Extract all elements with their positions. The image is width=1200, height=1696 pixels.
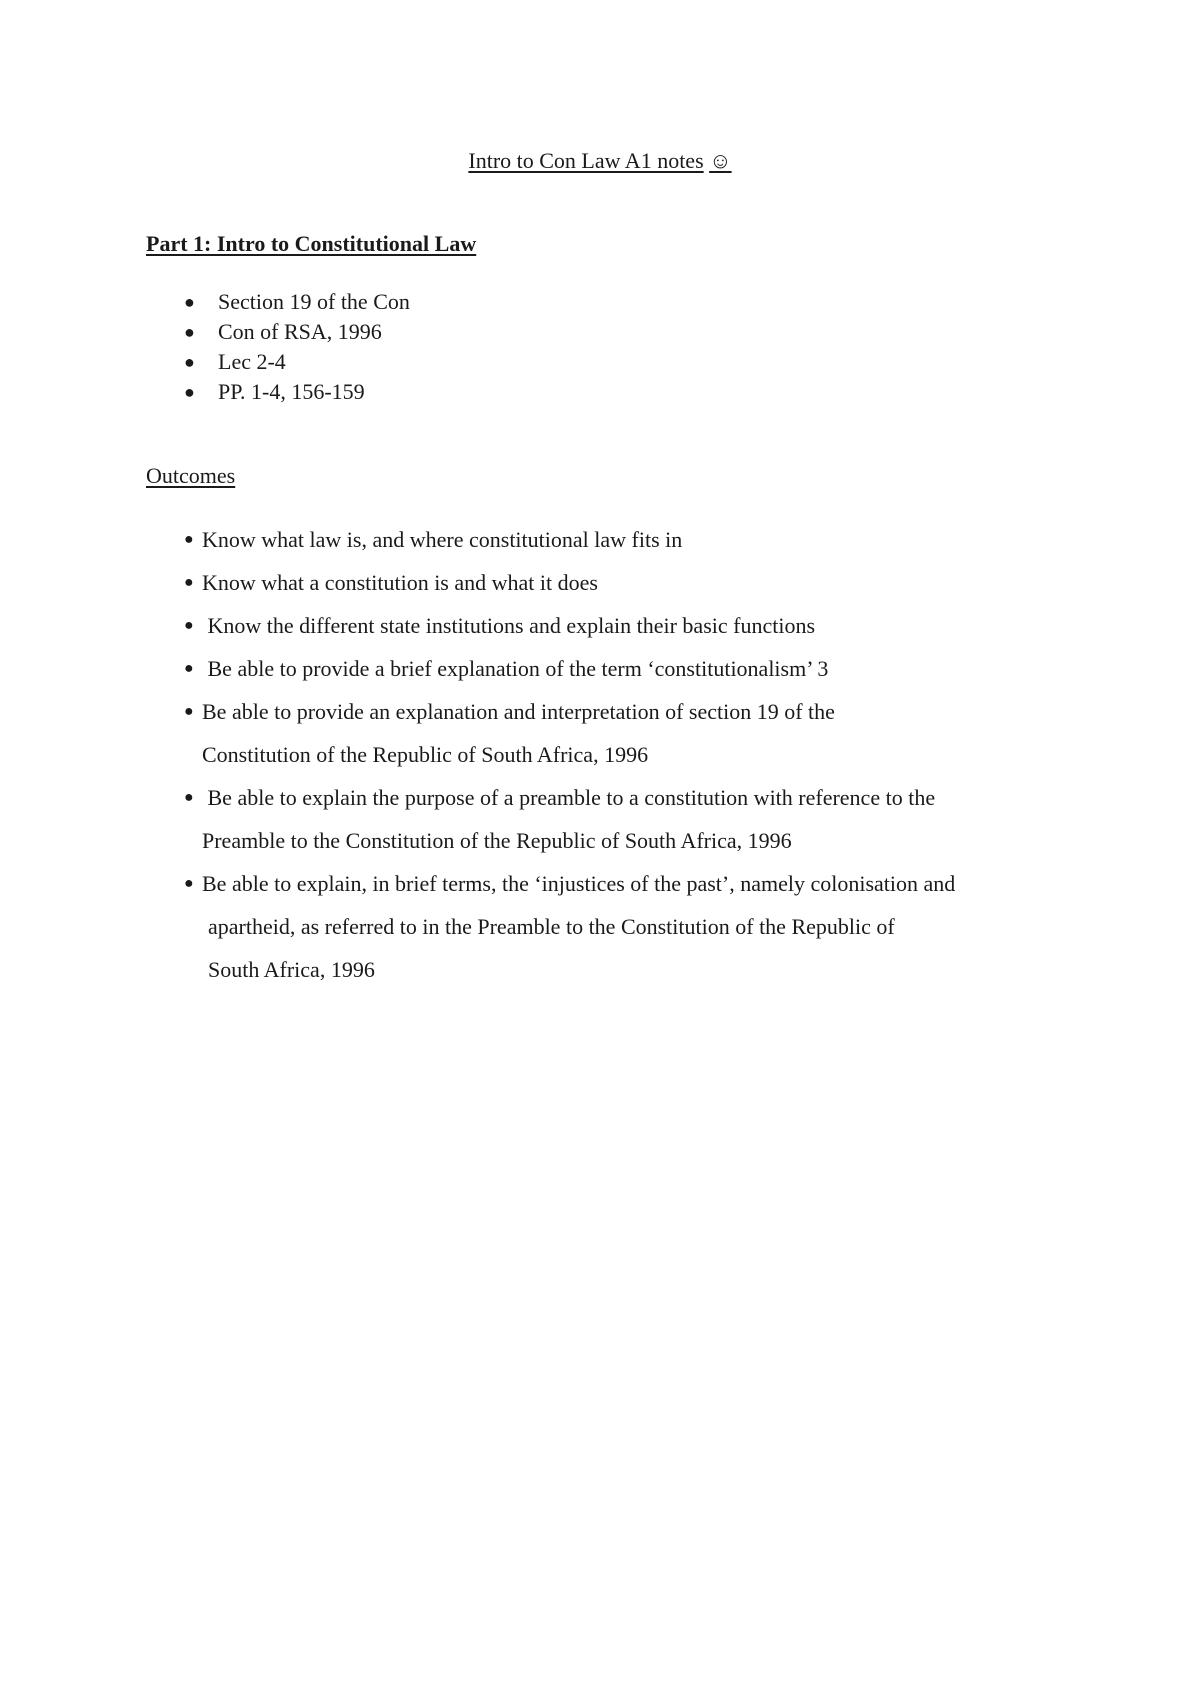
bullet-icon: ●	[184, 322, 195, 342]
outcome-item	[146, 647, 1066, 690]
outcomes-heading: Outcomes	[146, 463, 236, 488]
bullet-icon: ●	[184, 617, 194, 634]
bullet-icon: ●	[184, 352, 195, 372]
outcomes-list	[146, 518, 1066, 991]
bullet-icon: ●	[184, 875, 194, 892]
reference-list	[146, 287, 410, 407]
outcome-text: Be able to provide an explanation and interpretation of section 19 of the	[202, 699, 835, 724]
outcome-text-continued: Preamble to the Constitution of the Republic of South Africa, 1996	[202, 828, 792, 853]
bullet-icon: ●	[184, 382, 195, 402]
outcome-text: Know what law is, and where constitutional law fits in	[202, 527, 683, 552]
outcome-item	[146, 518, 1066, 561]
reference-text: Lec 2-4	[218, 349, 286, 374]
list-item	[146, 377, 410, 407]
outcome-text-continued: apartheid, as referred to in the Preamble to the Constitution of the Republic of	[208, 914, 895, 939]
outcome-item	[146, 561, 1066, 604]
outcome-item	[146, 862, 1066, 991]
list-item	[146, 347, 410, 377]
outcome-item	[146, 690, 1066, 776]
list-item	[146, 317, 410, 347]
document-title	[0, 146, 1200, 176]
reference-text: Section 19 of the Con	[218, 289, 410, 314]
bullet-icon: ●	[184, 660, 194, 677]
bullet-icon: ●	[184, 531, 194, 548]
bullet-icon: ●	[184, 703, 194, 720]
outcome-text-continued: South Africa, 1996	[208, 957, 375, 982]
document-title-text: Intro to Con Law A1 notes	[468, 148, 704, 173]
outcome-text: Be able to provide a brief explanation of the term ‘constitutionalism’ 3	[202, 656, 829, 681]
outcome-text: Be able to explain the purpose of a preamble to a constitution with reference to the	[202, 785, 936, 810]
outcome-item	[146, 776, 1066, 862]
outcome-text: Be able to explain, in brief terms, the ‘injustices of the past’, namely colonisation and	[202, 871, 956, 896]
outcome-item	[146, 604, 1066, 647]
outcome-text-continued: Constitution of the Republic of South Africa, 1996	[202, 742, 649, 767]
outcome-text: Know the different state institutions and explain their basic functions	[202, 613, 816, 638]
bullet-icon: ●	[184, 292, 195, 312]
smiley-icon: ☺	[709, 148, 732, 173]
bullet-icon: ●	[184, 574, 194, 591]
reference-text: Con of RSA, 1996	[218, 319, 382, 344]
list-item	[146, 287, 410, 317]
reference-text: PP. 1-4, 156-159	[218, 379, 365, 404]
bullet-icon: ●	[184, 789, 194, 806]
part1-heading: Part 1: Intro to Constitutional Law	[146, 231, 477, 256]
outcome-text: Know what a constitution is and what it does	[202, 570, 598, 595]
